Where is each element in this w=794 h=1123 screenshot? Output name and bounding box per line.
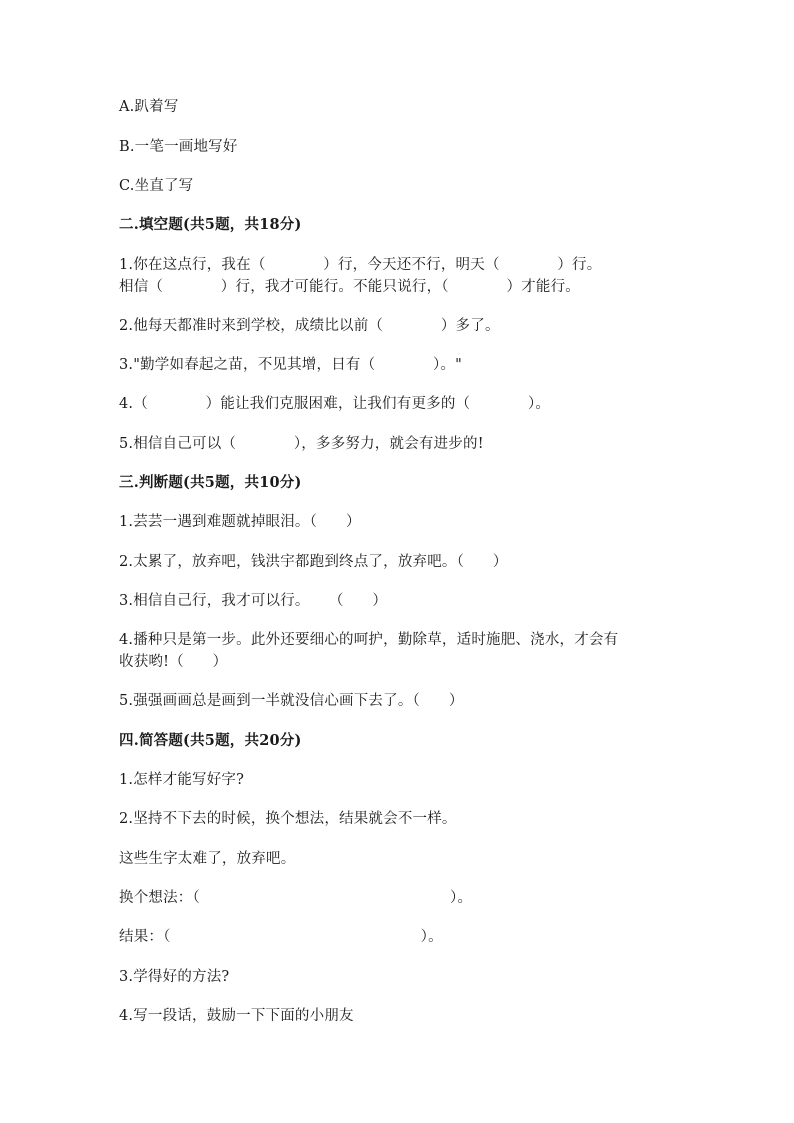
option-a: A.趴着写	[119, 99, 179, 115]
fill-question-1-line-1: 1.你在这点行，我在（ ）行，今天还不行，明天（ ）行。	[119, 257, 602, 273]
short-question-1: 1.怎样才能写好字?	[119, 772, 245, 788]
short-question-2: 2.坚持不下去的时候，换个想法，结果就会不一样。	[119, 811, 457, 827]
section-heading-short-answer: 四.简答题(共5题，共20分)	[119, 732, 302, 749]
judge-question-3: 3.相信自己行，我才可以行。 （ ）	[119, 593, 388, 609]
short-question-2-change-thinking: 换个想法：（ ）。	[119, 890, 473, 906]
judge-question-5: 5.强强画画总是画到一半就没信心画下去了。（ ）	[119, 693, 464, 709]
fill-question-3: 3."勤学如春起之苗，不见其增，日有（ ）。"	[119, 357, 463, 373]
option-b: B.一笔一画地写好	[119, 139, 238, 155]
section-heading-true-false: 三.判断题(共5题，共10分)	[119, 474, 302, 491]
fill-question-1-line-2: 相信（ ）行，我才可能行。不能只说行，（ ）才能行。	[119, 279, 580, 295]
fill-question-5: 5.相信自己可以（ ），多多努力，就会有进步的!	[119, 436, 484, 452]
short-question-3: 3.学得好的方法?	[119, 969, 230, 985]
section-heading-fill-in: 二.填空题(共5题，共18分)	[119, 216, 302, 233]
judge-question-1: 1.芸芸一遇到难题就掉眼泪。（ ）	[119, 514, 361, 530]
fill-question-2: 2.他每天都准时来到学校，成绩比以前（ ）多了。	[119, 318, 500, 334]
short-question-2-result: 结果：（ ）。	[119, 929, 443, 945]
fill-question-4: 4.（ ）能让我们克服困难，让我们有更多的（ ）。	[119, 396, 551, 412]
judge-question-2: 2.太累了，放弃吧，钱洪宇都跑到终点了，放弃吧。（ ）	[119, 554, 508, 570]
short-question-4: 4.写一段话，鼓励一下下面的小朋友	[119, 1008, 354, 1024]
short-question-2-context: 这些生字太难了，放弃吧。	[119, 851, 296, 867]
judge-question-4-line-1: 4.播种只是第一步。此外还要细心的呵护，勤除草，适时施肥、浇水，才会有	[119, 632, 619, 648]
judge-question-4-line-2: 收获哟!（ ）	[119, 654, 228, 670]
option-c: C.坐直了写	[119, 178, 194, 194]
